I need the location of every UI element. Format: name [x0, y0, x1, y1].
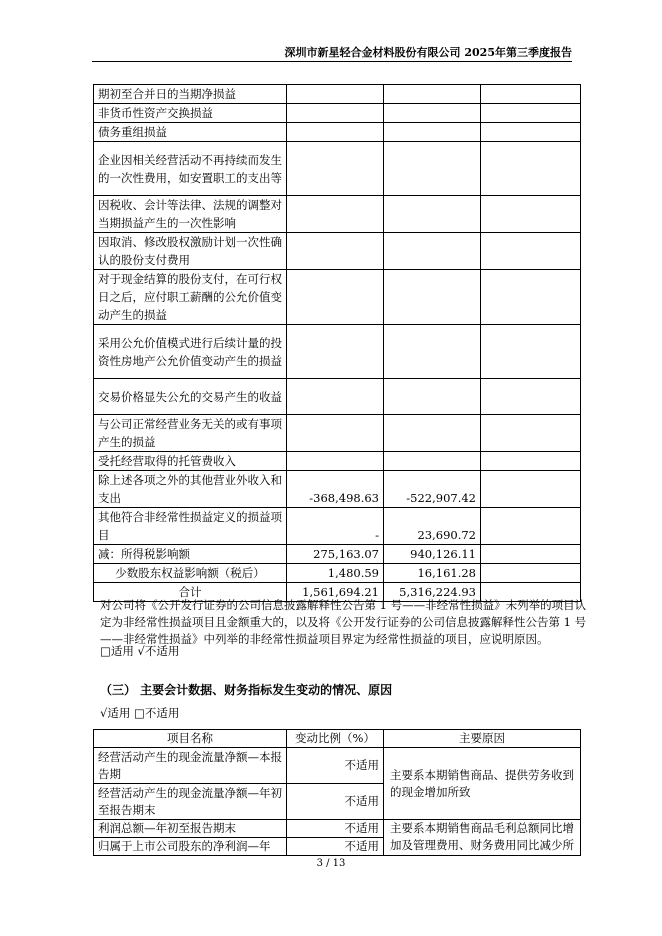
table-row — [94, 471, 581, 508]
applicability-options-2: √适用 □不适用 — [100, 706, 180, 720]
row-label: 对于现金结算的股份支付，在可行权日之后，应付职工薪酬的公允价值变动产生的损益 — [94, 270, 287, 325]
row-value-current — [287, 452, 384, 471]
table-row-item: 经营活动产生的现金流量净额—本报告期 — [94, 748, 287, 784]
row-label: 因税收、会计等法律、法规的调整对当期损益产生的一次性影响 — [94, 196, 287, 233]
row-value-current — [287, 196, 384, 233]
row-value-ytd — [384, 85, 481, 104]
table-row — [94, 452, 581, 471]
row-value-current: - — [287, 508, 384, 545]
row-note — [481, 379, 581, 415]
row-label: 交易价格显失公允的交易产生的收益 — [94, 379, 287, 415]
row-value-ytd — [384, 123, 481, 142]
row-value-ytd — [384, 196, 481, 233]
row-label: 受托经营取得的托管费收入 — [94, 452, 287, 471]
table-row-item: 归属于上市公司股东的净利润—年 — [94, 838, 287, 856]
row-value-ytd — [384, 270, 481, 325]
table-row — [94, 123, 581, 142]
applicability-options-1: □适用 √不适用 — [100, 644, 180, 658]
row-value-current — [287, 233, 384, 270]
row-label: 与公司正常经营业务无关的或有事项产生的损益 — [94, 415, 287, 452]
non-recurring-gains-table — [93, 84, 581, 602]
row-value-current: -368,498.63 — [287, 471, 384, 508]
table-row-item: 经营活动产生的现金流量净额—年初至报告期末 — [94, 784, 287, 820]
table-row — [94, 196, 581, 233]
row-label: 采用公允价值模式进行后续计量的投资性房地产公允价值变动产生的损益 — [94, 325, 287, 379]
table-row — [94, 233, 581, 270]
header-item-name: 项目名称 — [94, 730, 287, 748]
row-value-ytd — [384, 142, 481, 196]
row-label: 企业因相关经营活动不再持续而发生的一次性费用，如安置职工的支出等 — [94, 142, 287, 196]
row-note — [481, 545, 581, 564]
row-value-ytd: 5,316,224.93 — [384, 583, 481, 602]
header-main-reason: 主要原因 — [384, 730, 581, 748]
reason-cell-1: 主要系本期销售商品、提供劳务收到的现金增加所致 — [384, 748, 581, 820]
row-label: 期初至合并日的当期净损益 — [94, 85, 287, 104]
row-label: 合计 — [94, 583, 287, 602]
row-label: 非货币性资产交换损益 — [94, 104, 287, 123]
table-row — [94, 564, 581, 583]
row-label: 其他符合非经常性损益定义的损益项目 — [94, 508, 287, 545]
row-value-ytd — [384, 325, 481, 379]
row-label: 减：所得税影响额 — [94, 545, 287, 564]
row-note — [481, 508, 581, 545]
table-row — [94, 85, 581, 104]
table-row — [94, 142, 581, 196]
section-heading: （三） 主要会计数据、财务指标发生变动的情况、原因 — [100, 683, 393, 697]
row-value-current — [287, 85, 384, 104]
row-note — [481, 325, 581, 379]
row-value-ytd — [384, 415, 481, 452]
row-note — [481, 415, 581, 452]
row-label: 少数股东权益影响额（税后） — [94, 564, 287, 583]
row-value-ytd: -522,907.42 — [384, 471, 481, 508]
row-note — [481, 270, 581, 325]
row-note — [481, 123, 581, 142]
table-row — [94, 325, 581, 379]
row-label: 因取消、修改股权激励计划一次性确认的股份支付费用 — [94, 233, 287, 270]
row-label: 除上述各项之外的其他营业外收入和支出 — [94, 471, 287, 508]
table-row — [94, 270, 581, 325]
explanation-paragraph: 对公司将《公开发行证券的公司信息披露解释性公告第 1 号——非经常性损益》未列举的项目认定为非经常性损益项目且金额重大的，以及将《公开发行证券的公司信息披露解释性公告第 1 号——非经常性损益》中列举的非经常性损益项目界定为经常性损益的项目，应说明原因。 — [100, 598, 587, 646]
row-value-ytd: 23,690.72 — [384, 508, 481, 545]
row-value-current: 1,480.59 — [287, 564, 384, 583]
row-value-current — [287, 325, 384, 379]
row-note — [481, 104, 581, 123]
table-row-ratio: 不适用 — [287, 838, 384, 856]
page-header-title: 深圳市新星轻合金材料股份有限公司 2025年第三季度报告 — [284, 46, 572, 59]
row-value-current — [287, 142, 384, 196]
row-value-current — [287, 415, 384, 452]
row-value-ytd: 940,126.11 — [384, 545, 481, 564]
changes-table — [93, 729, 581, 856]
page-number: 3 / 13 — [316, 858, 346, 869]
row-note — [481, 452, 581, 471]
row-value-ytd — [384, 379, 481, 415]
table-row-ratio: 不适用 — [287, 748, 384, 784]
table-row — [94, 508, 581, 545]
row-value-ytd — [384, 104, 481, 123]
row-value-current — [287, 379, 384, 415]
row-note — [481, 85, 581, 104]
row-note — [481, 564, 581, 583]
table-row — [94, 104, 581, 123]
row-value-current: 1,561,694.21 — [287, 583, 384, 602]
header-divider — [92, 61, 572, 62]
row-note — [481, 196, 581, 233]
table-row — [94, 379, 581, 415]
row-value-current: 275,163.07 — [287, 545, 384, 564]
row-note — [481, 471, 581, 508]
header-change-ratio: 变动比例（%） — [287, 730, 384, 748]
reason-cell-2: 主要系本期销售商品毛利总额同比增加及管理费用、财务费用同比减少所 — [384, 820, 581, 856]
table-row-ratio: 不适用 — [287, 784, 384, 820]
table-row — [94, 415, 581, 452]
row-value-current — [287, 123, 384, 142]
row-value-ytd: 16,161.28 — [384, 564, 481, 583]
row-label: 债务重组损益 — [94, 123, 287, 142]
table-row-item: 利润总额—年初至报告期末 — [94, 820, 287, 838]
row-note — [481, 142, 581, 196]
table-row — [94, 545, 581, 564]
row-value-ytd — [384, 452, 481, 471]
row-value-current — [287, 270, 384, 325]
table-row-ratio: 不适用 — [287, 820, 384, 838]
row-value-current — [287, 104, 384, 123]
row-note — [481, 233, 581, 270]
row-value-ytd — [384, 233, 481, 270]
